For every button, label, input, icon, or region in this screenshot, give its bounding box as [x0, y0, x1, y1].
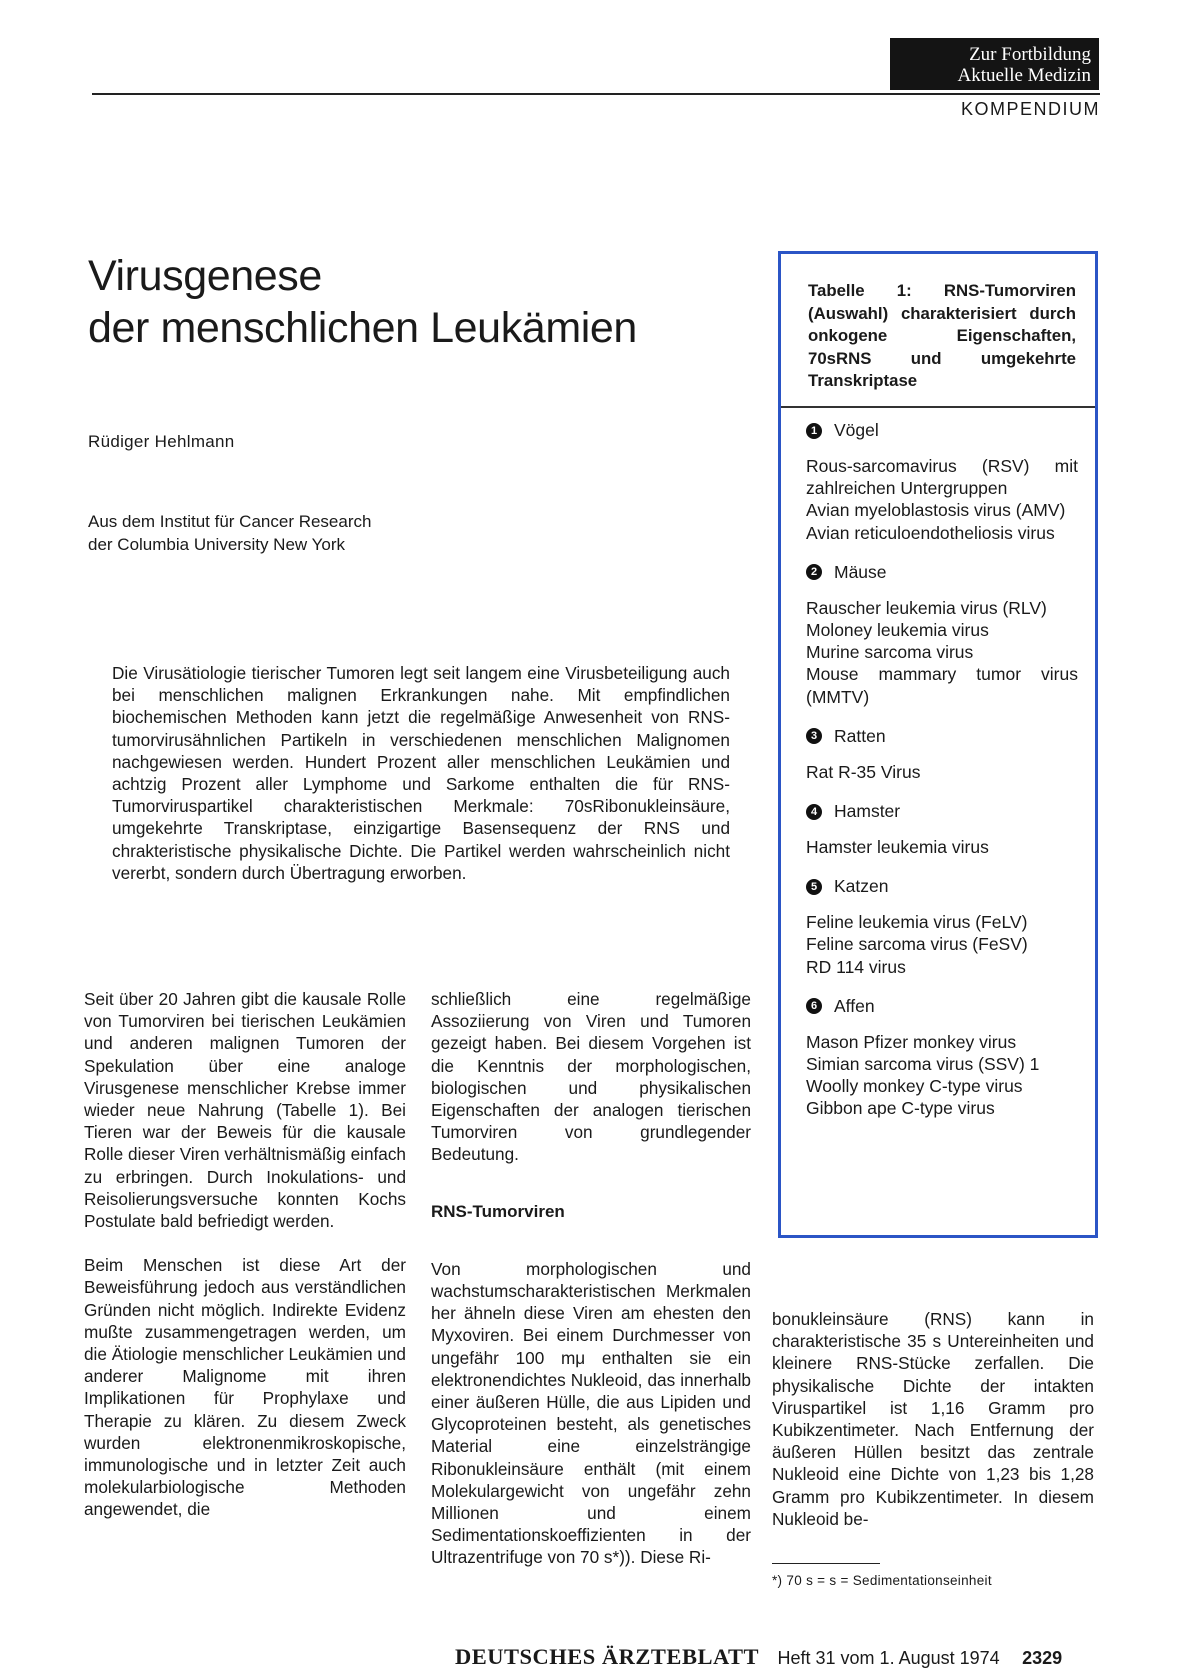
table-1-box — [778, 251, 1098, 1238]
table-group-name: Hamster — [834, 801, 901, 822]
paragraph: schließlich eine regelmäßige Assoziierung von Viren und Tumoren gezeigt haben. Bei diesem Vorgehen ist die Kenntnis der morphologischen, biologischen und physikalischen Eigenschaften der analogen tierischen Tumorviren von grundlegender Bedeutung. — [431, 989, 751, 1165]
table-group — [806, 801, 1078, 858]
body-column-1 — [84, 988, 406, 1521]
virus-entry: Rous-sarcomavirus (RSV) mit zahlreichen Untergruppen — [806, 456, 1078, 499]
numbered-circle-icon: 3 — [806, 728, 822, 744]
title-line-1: Virusgenese — [88, 252, 322, 300]
table-group — [806, 562, 1078, 708]
table-group-name: Ratten — [834, 725, 886, 746]
table-groups — [806, 420, 1078, 1138]
virus-entry: Feline sarcoma virus (FeSV) — [806, 934, 1028, 955]
author-name: Rüdiger Hehlmann — [88, 432, 235, 451]
virus-entry: RD 114 virus — [806, 956, 906, 977]
table-group — [806, 726, 1078, 783]
virus-entry: Avian myeloblastosis virus (AMV) — [806, 500, 1066, 521]
table-group — [806, 420, 1078, 544]
table-caption-divider — [781, 406, 1095, 408]
issue-info: Heft 31 vom 1. August 1974 — [777, 1648, 1000, 1668]
section-heading: RNS-Tumorviren — [431, 1201, 565, 1221]
table-group-name: Affen — [834, 995, 875, 1016]
footnote-divider — [772, 1563, 880, 1564]
table-group — [806, 996, 1078, 1120]
virus-entry: Gibbon ape C-type virus — [806, 1098, 995, 1119]
virus-entry: Simian sarcoma virus (SSV) 1 — [806, 1054, 1040, 1075]
numbered-circle-icon: 4 — [806, 804, 822, 820]
badge-line-2: Aktuelle Medizin — [957, 65, 1091, 86]
table-group-heading — [806, 876, 1078, 897]
table-group-name: Vögel — [834, 420, 879, 440]
virus-entry: Woolly monkey C-type virus — [806, 1076, 1023, 1097]
virus-entry: Murine sarcoma virus — [806, 642, 974, 663]
virus-entry: Moloney leukemia virus — [806, 620, 989, 641]
body-column-2 — [431, 988, 751, 1569]
virus-entry: Feline leukemia virus (FeLV) — [806, 912, 1028, 933]
numbered-circle-icon: 1 — [806, 423, 822, 439]
abstract: Die Virusätiologie tierischer Tumoren legt seit langem eine Virusbeteiligung auch bei menschlichen malignen Erkrankungen nahe. Mit empfindlichen biochemischen Methoden kann jetzt die regelmäßige Anwesenheit von RNS-tumorvirusähnlichen Partikeln in verschiedenen menschlichen Malignomen nachgewiesen werden. Hundert Prozent aller menschlichen Leukämien und achtzig Prozent aller Lymphome und Sarkome enthalten die für RNS-Tumorviruspartikel charakteristischen Merkmale: 70sRibonukleinsäure, umgekehrte Transkriptase, einzigartige Basensequenz der RNS und chrakteristische physikalische Dichte. Die Partikel werden wahrscheinlich nicht vererbt, sondern durch Übertragung erworben. — [112, 663, 730, 883]
table-group — [806, 876, 1078, 978]
section-badge — [890, 38, 1099, 90]
header-divider — [92, 93, 1100, 95]
article-title — [88, 250, 728, 354]
affiliation — [88, 510, 371, 556]
paragraph: bonukleinsäure (RNS) kann in charakteristische 35 s Untereinheiten und kleinere RNS-Stücke zerfallen. Die physikalische Dichte der intakten Viruspartikel ist 1,16 Gramm pro Kubikzentimeter. Nach Entfernung der äußeren Hüllen besitzt das zentrale Nukleoid eine Dichte von 1,23 bis 1,28 Gramm pro Kubikzentimeter. In diesem Nukleoid be- — [772, 1309, 1094, 1529]
journal-name: DEUTSCHES ÄRZTEBLATT — [455, 1644, 760, 1669]
numbered-circle-icon: 6 — [806, 998, 822, 1014]
virus-entry: Mouse mammary tumor virus (MMTV) — [806, 664, 1078, 707]
numbered-circle-icon: 5 — [806, 879, 822, 895]
body-column-3 — [772, 1308, 1094, 1530]
paragraph: Beim Menschen ist diese Art der Beweisführung jedoch aus verständlichen Gründen nicht möglich. Indirekte Evidenz mußte zusammengetragen werden, um die Ätiologie menschlicher Leukämien und anderer Malignome mit ihren Implikationen für Prophylaxe und Therapie zu klären. Zu diesem Zweck wurden elektronenmikroskopische, immunologische und in letzter Zeit auch molekularbiologische Methoden angewendet, die — [84, 1255, 406, 1520]
virus-entry: Rat R-35 Virus — [806, 761, 921, 782]
page-footer — [455, 1644, 1062, 1670]
table-group-name: Katzen — [834, 876, 889, 897]
footnote: *) 70 s = s = Sedimentationseinheit — [772, 1573, 992, 1588]
badge-line-1: Zur Fortbildung — [969, 44, 1091, 65]
paragraph: Von morphologischen und wachstumscharakteristischen Merkmalen her ähneln diese Viren am ehesten den Myxoviren. Bei einem Durchmesser von ungefähr 100 mμ enthalten sie ein elektronendichtes Nukleoid, das innerhalb einer äußeren Hülle, die aus Lipiden und Glycoproteinen besteht, als genetisches Material eine einzelsträngige Ribonukleinsäure enthält (mit einem Molekulargewicht von ungefähr zehn Millionen und einem Sedimentationskoeffizienten in der Ultrazentrifuge von 70 s*)). Diese Ri- — [431, 1258, 751, 1568]
table-group-heading — [806, 562, 1078, 583]
affiliation-line-2: der Columbia University New York — [88, 535, 345, 554]
section-label: KOMPENDIUM — [960, 99, 1100, 119]
table-group-name: Mäuse — [834, 561, 887, 582]
virus-entry: Avian reticuloendotheliosis virus — [806, 522, 1055, 543]
table-group-heading — [806, 420, 1078, 441]
page-number: 2329 — [1022, 1648, 1063, 1668]
table-group-heading — [806, 996, 1078, 1017]
affiliation-line-1: Aus dem Institut für Cancer Research — [88, 512, 372, 531]
numbered-circle-icon: 2 — [806, 564, 822, 580]
table-caption: Tabelle 1: RNS-Tumorviren (Auswahl) charakterisiert durch onkogene Eigenschaften, 70sRNS und umgekehrte Transkriptase — [808, 281, 1076, 390]
table-group-heading — [806, 726, 1078, 747]
paragraph: Seit über 20 Jahren gibt die kausale Rolle von Tumorviren bei tierischen Leukämien und anderen malignen Tumoren der Spekulation über eine analoge Virusgenese menschlicher Krebse immer wieder neue Nahrung (Tabelle 1). Bei Tieren war der Beweis für die kausale Rolle dieser Viren verhältnismäßig einfach zu erbringen. Durch Inokulations- und Reisolierungsversuche konnten Kochs Postulate bald befriedigt werden. — [84, 989, 406, 1232]
virus-entry: Hamster leukemia virus — [806, 837, 989, 858]
table-group-heading — [806, 801, 1078, 822]
virus-entry: Rauscher leukemia virus (RLV) — [806, 597, 1047, 618]
virus-entry: Mason Pfizer monkey virus — [806, 1031, 1017, 1052]
title-line-2: der menschlichen Leukämien — [88, 304, 637, 352]
